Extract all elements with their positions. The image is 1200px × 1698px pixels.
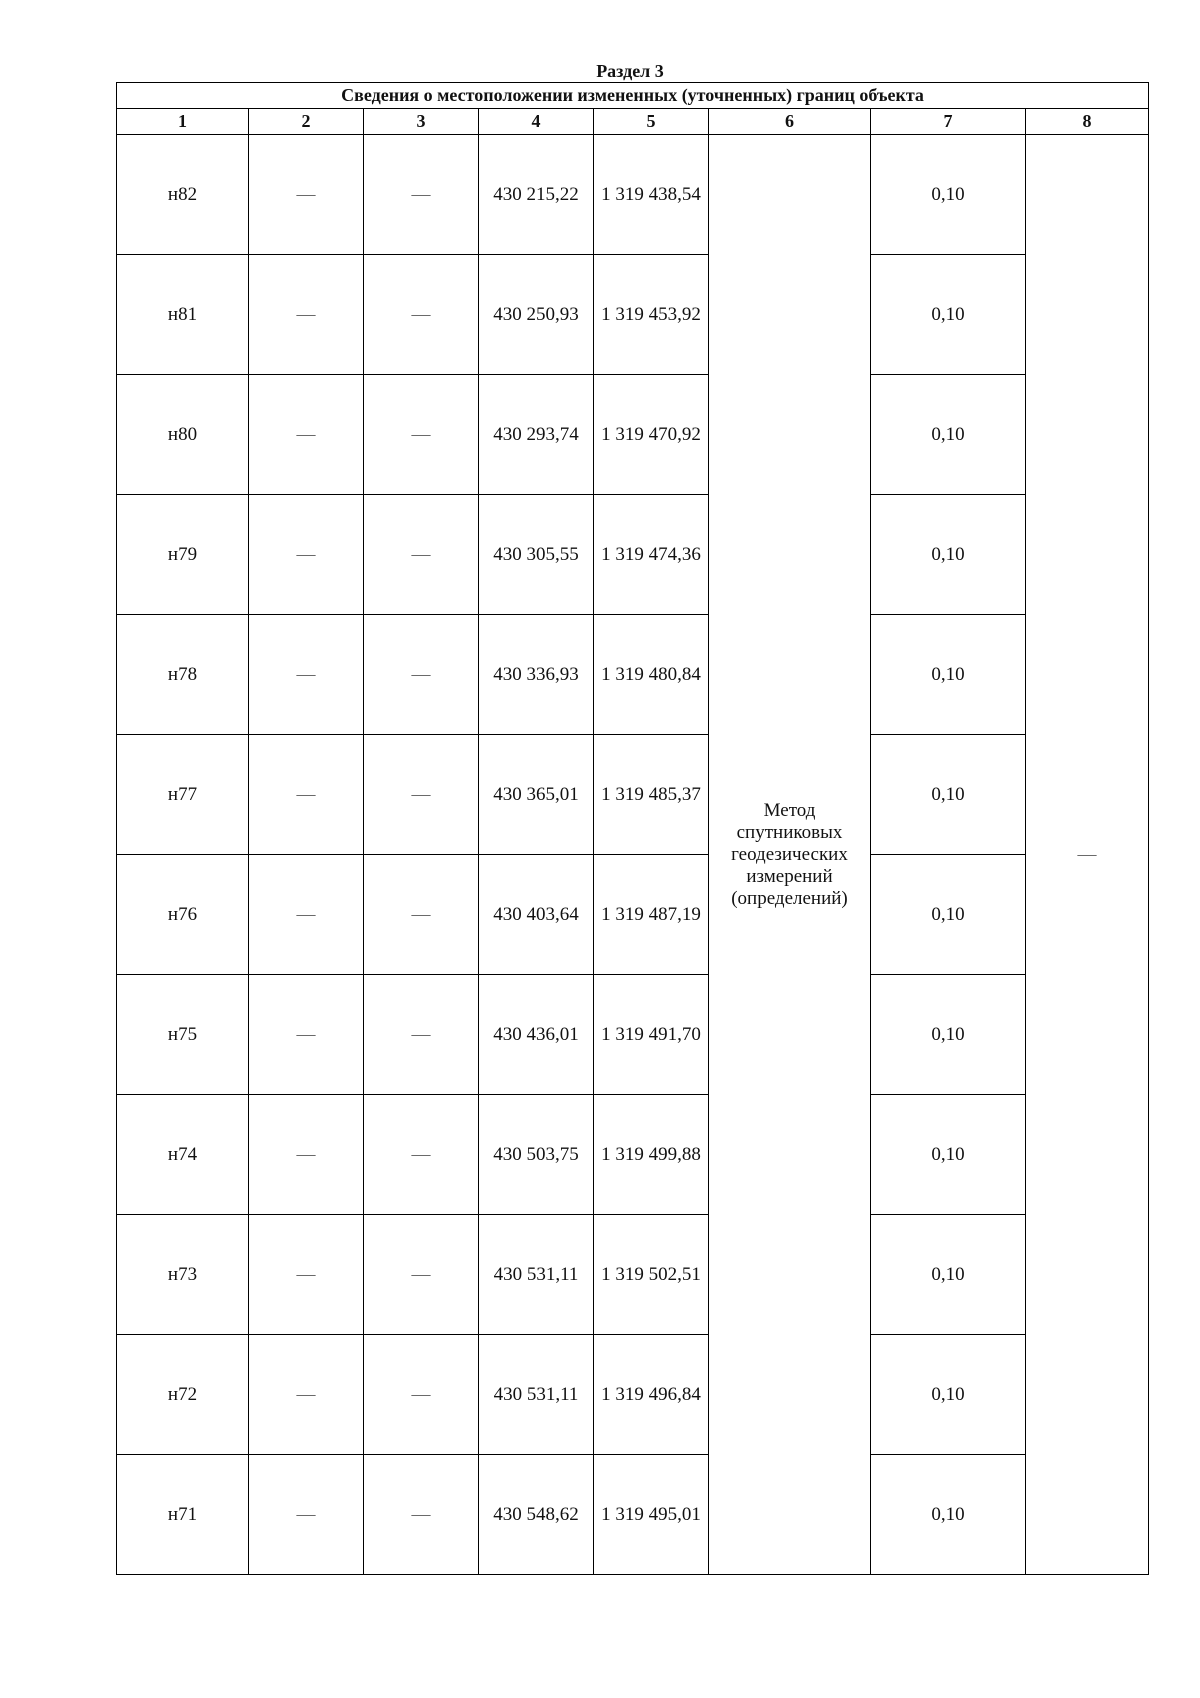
column-2-cell: — [249,855,364,975]
boundary-coordinates-table [116,82,1149,1575]
table-row [117,615,1149,735]
column-3-cell: — [364,135,479,255]
table-row [117,1215,1149,1335]
y-coordinate-cell: 1 319 474,36 [594,495,709,615]
accuracy-cell: 0,10 [871,375,1026,495]
y-coordinate-cell: 1 319 495,01 [594,1455,709,1575]
table-row [117,255,1149,375]
column-2-cell: — [249,1095,364,1215]
table-row [117,975,1149,1095]
column-2-cell: — [249,375,364,495]
column-header: 3 [364,109,479,135]
y-coordinate-cell: 1 319 496,84 [594,1335,709,1455]
column-2-cell: — [249,495,364,615]
column-2-cell: — [249,1455,364,1575]
point-name-cell: н75 [117,975,249,1095]
table-row [117,375,1149,495]
column-2-cell: — [249,735,364,855]
x-coordinate-cell: 430 250,93 [479,255,594,375]
table-row [117,1335,1149,1455]
x-coordinate-cell: 430 365,01 [479,735,594,855]
table-caption-row [117,83,1149,109]
accuracy-cell: 0,10 [871,615,1026,735]
accuracy-cell: 0,10 [871,135,1026,255]
table-row [117,135,1149,255]
method-text-line: геодезических [731,843,848,865]
column-3-cell: — [364,735,479,855]
y-coordinate-cell: 1 319 453,92 [594,255,709,375]
accuracy-cell: 0,10 [871,1335,1026,1455]
column-header: 5 [594,109,709,135]
y-coordinate-cell: 1 319 499,88 [594,1095,709,1215]
accuracy-cell: 0,10 [871,1095,1026,1215]
column-2-cell: — [249,255,364,375]
column-2-cell: — [249,615,364,735]
accuracy-cell: 0,10 [871,1455,1026,1575]
column-header: 8 [1026,109,1149,135]
table-row [117,1455,1149,1575]
method-text-line: Метод [763,799,816,821]
accuracy-cell: 0,10 [871,735,1026,855]
point-name-cell: н71 [117,1455,249,1575]
x-coordinate-cell: 430 531,11 [479,1215,594,1335]
point-name-cell: н74 [117,1095,249,1215]
y-coordinate-cell: 1 319 487,19 [594,855,709,975]
x-coordinate-cell: 430 305,55 [479,495,594,615]
table-row [117,855,1149,975]
x-coordinate-cell: 430 531,11 [479,1335,594,1455]
column-2-cell: — [249,1335,364,1455]
column-3-cell: — [364,855,479,975]
y-coordinate-cell: 1 319 480,84 [594,615,709,735]
y-coordinate-cell: 1 319 491,70 [594,975,709,1095]
method-text-line: (определений) [731,887,848,909]
table-row [117,1095,1149,1215]
y-coordinate-cell: 1 319 438,54 [594,135,709,255]
point-name-cell: н73 [117,1215,249,1335]
column-header: 6 [709,109,871,135]
method-text-line: измерений [746,865,833,887]
point-name-cell: н79 [117,495,249,615]
table-caption: Сведения о местоположении измененных (уточненных) границ объекта [117,83,1149,109]
x-coordinate-cell: 430 436,01 [479,975,594,1095]
y-coordinate-cell: 1 319 485,37 [594,735,709,855]
column-3-cell: — [364,375,479,495]
method-cell [709,135,871,1575]
x-coordinate-cell: 430 548,62 [479,1455,594,1575]
x-coordinate-cell: 430 336,93 [479,615,594,735]
point-name-cell: н72 [117,1335,249,1455]
column-3-cell: — [364,495,479,615]
point-name-cell: н77 [117,735,249,855]
column-3-cell: — [364,975,479,1095]
column-number-row [117,109,1149,135]
accuracy-cell: 0,10 [871,255,1026,375]
point-name-cell: н78 [117,615,249,735]
column-header: 4 [479,109,594,135]
x-coordinate-cell: 430 403,64 [479,855,594,975]
accuracy-cell: 0,10 [871,495,1026,615]
method-text-line: спутниковых [736,821,843,843]
column-8-cell: — [1026,135,1149,1575]
column-3-cell: — [364,1215,479,1335]
point-name-cell: н76 [117,855,249,975]
column-3-cell: — [364,1455,479,1575]
column-2-cell: — [249,975,364,1095]
table-row [117,735,1149,855]
point-name-cell: н82 [117,135,249,255]
accuracy-cell: 0,10 [871,855,1026,975]
point-name-cell: н81 [117,255,249,375]
accuracy-cell: 0,10 [871,1215,1026,1335]
column-header: 1 [117,109,249,135]
table-row [117,495,1149,615]
section-title: Раздел 3 [596,61,664,81]
column-3-cell: — [364,1095,479,1215]
y-coordinate-cell: 1 319 502,51 [594,1215,709,1335]
column-3-cell: — [364,255,479,375]
column-3-cell: — [364,1335,479,1455]
x-coordinate-cell: 430 215,22 [479,135,594,255]
column-3-cell: — [364,615,479,735]
point-name-cell: н80 [117,375,249,495]
x-coordinate-cell: 430 293,74 [479,375,594,495]
y-coordinate-cell: 1 319 470,92 [594,375,709,495]
column-2-cell: — [249,135,364,255]
accuracy-cell: 0,10 [871,975,1026,1095]
column-header: 7 [871,109,1026,135]
x-coordinate-cell: 430 503,75 [479,1095,594,1215]
column-header: 2 [249,109,364,135]
column-2-cell: — [249,1215,364,1335]
